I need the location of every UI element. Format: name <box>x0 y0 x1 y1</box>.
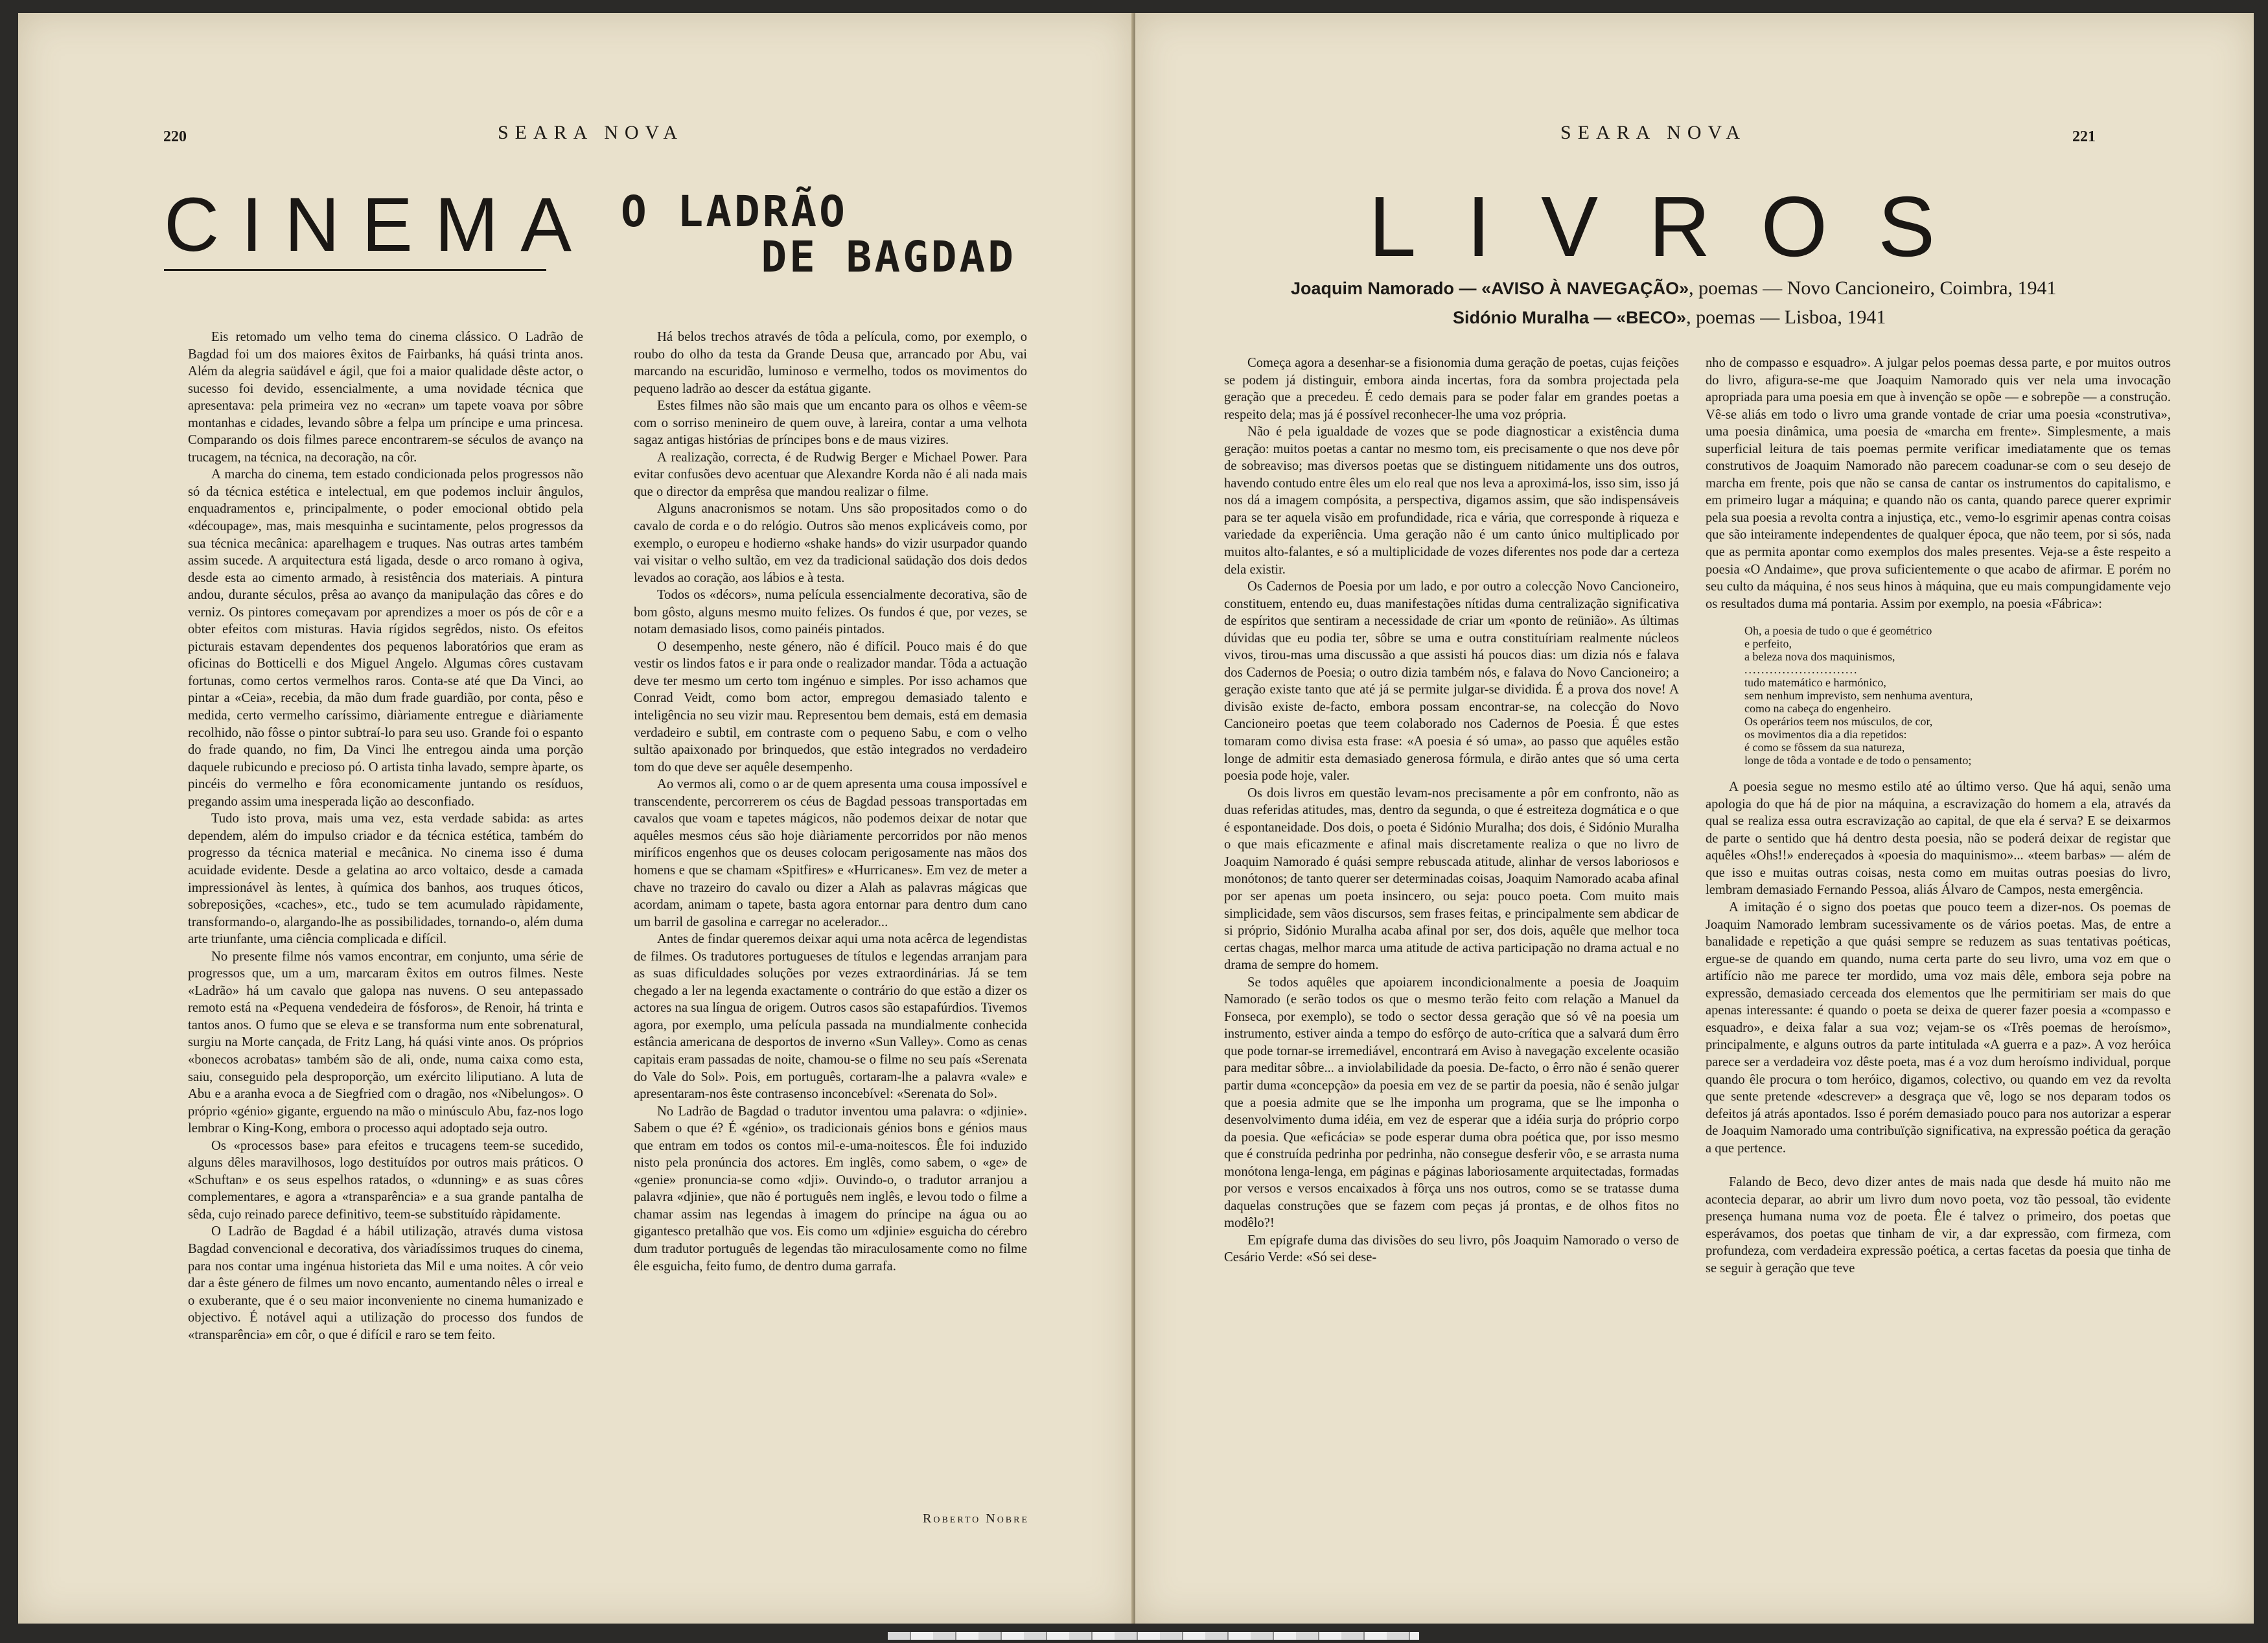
review-column-2 <box>1706 355 2171 1277</box>
paragraph: A poesia segue no mesmo estilo até ao último verso. Que há aqui, senão uma apologia do que há de pior na máquina, a escravização do homem a ela, através da qual se realiza essa outra escravização ao capital, de que ela é serva? E se deixarmos de parte o sentido que há dentro desta poesia, não se poderá deixar de registar que aquêles «Ohs!!» endereçados à «poesia do maquinismo»... «teem barbas» — além de que isso e muitas outras coisas, nesta como em muitas outras poesias do livro, lembram demasiado Fernando Pessoa, aliás Álvaro de Campos, nesta emergência. <box>1706 780 2171 898</box>
book-details: poemas — Lisboa, 1941 <box>1696 307 1886 328</box>
paragraph: Não é pela igualdade de vozes que se pode diagnosticar a existência duma geração: muitos poetas a cantar no mesmo tom, eis precisamente o que nos deve pôr de sobreaviso; mas diversos poetas que se distinguem nitidamente uns dos outros, havendo contudo entre êles um elo real que nos leva a aproximá-los, isso sim, isso já nos dá a imagem compósita, a perspectiva, digamos assim, que são indispensáveis para se ter aquela visão em profundidade, rica e vária, que corresponde à riqueza e variedade da experiência. Uma geração não é um canto único multiplicado por muitos alto-falantes, e só a multiplicidade de vozes diferentes nos pode dar a certeza dela existir. <box>1224 425 1679 577</box>
paragraph: A realização, correcta, é de Rudwig Berger e Michael Power. Para evitar confusões devo acentuar que Alexandre Korda não é ali nada mais que o director da emprêsa que mandou realizar o filme. <box>634 450 1027 499</box>
poem-line: e perfeito, <box>1744 637 1792 651</box>
right-page <box>1135 13 2254 1624</box>
paragraph: Os «processos base» para efeitos e trucagens teem-se sucedido, alguns dêles maravilhosos, logo destituídos por outros mais práticos. O «Schuftan» e os seus espelhos ratados, o «dunning» e as suas côres complementares, e agora a «transparência» e a sua grande pantalha de sêda, cujo reinado parece definitivo, teem-se substituído ràpidamente. <box>188 1138 583 1222</box>
poem-line: longe de tôda a vontade e de todo o pensamento; <box>1744 754 1972 767</box>
article-column-2 <box>634 329 1027 1275</box>
poem-line: ........................... <box>1744 663 1858 677</box>
article-title-line-2: DE BAGDAD <box>761 232 1016 282</box>
poem-line: como na cabeça do engenheiro. <box>1744 702 1892 716</box>
paragraph: Eis retomado um velho tema do cinema clássico. O Ladrão de Bagdad foi um dos maiores êxitos de Fairbanks, há quási trinta anos. Além da alegria saüdável e ágil, que foi a maior qualidade dêste actor, o sucesso foi devido, essencialmente, a uma novidade técnica que apresentava: pela primeira vez no «ecran» um tapete voava por sôbre montanhas e cidades, levando sôbre a felpa um príncipe e uma princesa. Comparando os dois filmes parece encontrarem-se séculos de avanço na trucagem, na técnica, na decoração, na côr. <box>188 330 583 465</box>
book-author: Joaquim Namorado <box>1291 279 1455 298</box>
poem-line: sem nenhum imprevisto, sem nenhuma aventura, <box>1744 689 1973 703</box>
paragraph: No presente filme nós vamos encontrar, em conjunto, uma série de progressos que, um a um, marcaram êxitos em outros filmes. Neste «Ladrão» há um cavalo que galopa nas nuvens. O seu antepassado remoto está na «Pequena vendedeira de fósforos», de Renoir, há trinta e tantos anos. O fumo que se eleva e se transforma num ente sobrenatural, surgiu na Morte cançada, de Fritz Lang, há quási vinte anos. Os próprios «bonecos acrobatas» também são de ali, onde, numa caixa como esta, saiu, conseguido pela desproporção, um exército liliputiano. A luta de Abu e a aranha evoca a de Siegfried com o dragão, nos «Nibelungos». O próprio «génio» gigante, erguendo na mão o minúsculo Abu, faz-nos logo lembrar o King-Kong, embora o processo aqui adoptado seja outro. <box>188 949 583 1136</box>
paragraph: Os Cadernos de Poesia por um lado, e por outro a colecção Novo Cancioneiro, constituem, entendo eu, duas manifestações nítidas duma centralização significativa de espíritos que sentiram a necessidade de criar um «ponto de reünião». As últimas dúvidas que eu podia ter, sôbre se uma e outra constituíriam realmente núcleos vivos, tirou-mas uma discussão a que assisti há poucos dias: um dizia nós e falava dos Cadernos de Poesia; o outro dizia também nós, e falava do Novo Cancioneiro; a geração existe tanto que até já se permite julgar-se dividida. É a prova dos nove! A divisão existe de-facto, embora possam encontrar-se, na colecção do Novo Cancioneiro poetas que teem colaborado nos Cadernos de Poesia. É que estes tomaram como divisa esta frase: «A poesia é só uma», ao passo que aquêles estão longe de admitir esta demasiado generosa fórmula, e dirão antes que só uma certa poesia pode hoje, valer. <box>1224 579 1679 784</box>
paragraph: No Ladrão de Bagdad o tradutor inventou uma palavra: o «djinie». Sabem o que é? É «génio», os tradicionais génios bons e génios maus que entram em todos os contos mil-e-uma-noitescos. Êle foi induzido nisto pela pronúncia dos actores. Em inglês, como sabem, o «ge» de «genie» pronuncia-se como «dji». Ouvindo-o, o tradutor arranjou a palavra «djinie», que não é português nem inglês, e levou todo o filme a chamar assim nas legendas à imagem do príncipe na água ou ao gigantesco pretalhão que vos. Eis como um «djinie» esguicha do cérebro dum tradutor português de legendas tão miraculosamente como no filme êle esguicha, feito fumo, de dentro duma garrafa. <box>634 1104 1027 1274</box>
article-title <box>621 189 1016 280</box>
paragraph: O desempenho, neste género, não é difícil. Pouco mais é do que vestir os lindos fatos e ir para onde o realizador mandar. Tôda a actuação deve ter mesmo um certo tom ingénuo e simples. Por isso achamos que Conrad Veidt, como bom actor, empregou demasiado talento e inteligência no seu vizir mau. Representou bem demais, está em demasia verdadeiro e subtil, em contraste com o pequeno Sabu, e com o velho sultão apaixonado por brinquedos, que estão integrados no verdadeiro tom do que deve ser aquêle desempenho. <box>634 639 1027 775</box>
paragraph: Ao vermos ali, como o ar de quem apresenta uma cousa impossível e transcendente, percorrerem os céus de Bagdad pessoas transportadas em cavalos que voam e tapetes mágicos, não podemos deixar de notar que aquêles mesmos céus são hoje diàriamente percorridos por não menos miríficos engenhos que os deuses colocam perigosamente nas mãos dos homens e que se chamam «Spitfires» e «Hurricanes». Em vez de meter a chave no trazeiro do cavalo ou dizer a Alah as palavras mágicas que acordam, animam o tapete, basta agora entornar para dentro dum cano um barril de gasolina e carregar no acelerador... <box>634 777 1027 929</box>
paragraph: O Ladrão de Bagdad é a hábil utilização, através duma vistosa Bagdad convencional e decorativa, dos vàriadíssimos truques do cinema, para nos contar uma ingénua historieta das Mil e uma noites. A côr veio dar a êste género de filmes um novo encanto, aumentando nêles o irreal e o exuberante, que é o seu maior inconveniente no cinema humanizado e objectivo. É notável aqui a utilização do processo dos fundos de «transparência» em côr, o que é difícil e raro se tem feito. <box>188 1224 583 1342</box>
book-author: Sidónio Muralha <box>1453 308 1590 327</box>
book-title: «BECO» <box>1616 308 1687 327</box>
paragraph: A imitação é o signo dos poetas que pouco teem a dizer-nos. Os poemas de Joaquim Namorado lembram sucessivamente os de vários poetas. Mas, de entre a banalidade e repetição a que quási sempre se reduzem as suas tentativas poéticas, ergue-se de quando em quando, numa certa parte do seu livro, uma voz em que o artifício não me parece ter mordido, uma voz mais dêle, embora seja pobre na expressão, demasiado cerceada dos elementos que lhe permitiriam ser mais do que apenas interessante: é quando o poeta se deixa de querer fazer poesia a «compasso e esquadro», e deixa falar a sua voz; vejam-se os «Três poemas de heroísmo», principalmente, e alguns outros da parte intitulada «A guerra e a paz». A voz heróica parece ser a verdadeira voz dêste poeta, mas é a voz dum heroísmo individual, porque quando êle procura o tom heróico, digamos, colectivo, ou quando em vez da revolta que sente pretende «descrever» a desgraça que vê, logo se nos deparam todos os defeitos já atrás apontados. Isso é porém demasiado pouco para nos autorizar a esperar de Joaquim Namorado uma contribuïção significativa, na expressão poética da geração a que pertence. <box>1706 900 2171 1156</box>
paragraph: A marcha do cinema, tem estado condicionada pelos progressos não só da técnica estética e intelectual, em que podemos incluir ângulos, enquadramentos e, principalmente, o poder emocional obtido pela «découpage», mas, mais mesquinha e sucintamente, pelos progressos da sua técnica mecânica: aparelhagem e truques. Nas outras artes também assim sucede. A arquitectura está ligada, desde o arco romano à ogiva, desde esta ao cimento armado, à resistência dos materiais. A pintura andou, durante séculos, prêsa ao avanço da manipulação das côres e do verniz. Os pintores começavam por aprendizes a moer os pós de côr e a obter efeitos com misturas. Havia rígidos segrêdos, nisto. Os efeitos picturais estavam dependentes dos pequenos laboratórios que eram as oficinas do Botticelli e dos Miguel Angelo. Algumas côres custavam fortunas, como certos vermelhos raros. Conta-se até que Da Vinci, ao pintar a «Ceia», recebia, da mão dum frade guardião, por conta, pêso e medida, certo vermelho caríssimo, diàriamente entregue e diàriamente recolhido, não fôsse o pintor subtraí-lo para seu uso. Grande foi o espanto do frade quando, no fim, Da Vinci lhe entregou ainda uma porção daquele rubicundo e precioso pó. O artista tinha lavado, sempre àparte, os pincéis do vermelho e fôra economicamente juntando os resíduos, pregando assim uma inesperada lição ao desconfiado. <box>188 467 583 809</box>
paragraph: Tudo isto prova, mais uma vez, esta verdade sabida: as artes dependem, além do impulso criador e da técnica estética, também do progresso da técnica material e mecânica. No cinema isso é duma acuidade evidente. Desde a gelatina ao arco voltaico, desde a camada impressionável às lentes, à química dos banhos, aos truques óticos, sobreposições, «caches», etc., tudo se tem acumulado ràpidamente, transformando-o, alargando-lhe as possibilidades, tornando-o, além duma arte triunfante, uma ciência complicada e difícil. <box>188 811 583 947</box>
section-title: CINEMA <box>164 182 594 268</box>
paragraph: Em epígrafe duma das divisões do seu livro, pôs Joaquim Namorado o verso de Cesário Verde: «Só sei dese- <box>1224 1233 1679 1265</box>
paragraph: nho de compasso e esquadro». A julgar pelos poemas dessa parte, e por muitos outros do livro, afigura-se-me que Joaquim Namorado quis ver nela uma invocação apropriada para uma poesia em que à invenção se opõe — e sobrepõe — a construção. Vê-se aliás em todo o livro uma grande vontade de criar uma poesia «construtiva», uma poesia dinâmica, uma poesia de «marcha em frente». Simplesmente, a mais superficial leitura de tais poemas permite verificar imediatamente que os temas construtivos de Joaquim Namorado não parecem coadunar-se com o seu desejo de marcha em frente, pois que não se cansa de cantar os instrumentos do capitalismo, e em primeiro lugar a máquina; e quando não os canta, quando parece querer exprimir pela sua poesia a revolta contra a injustiça, etc., vemo-lo esgrimir apenas contra coisas que são inteiramente independentes de qualquer época, que não teem, por si sós, nada que as permita apontar como exemplos dos males presentes. Veja-se a êste respeito a poesia «O Andaime», que prova suficientemente o que acabo de afirmar. E porém no seu culto da máquina, é nos seus hinos à máquina, que eu mais compungidamente vejo os resultados duma má pontaria. Assim por exemplo, na poesia «Fábrica»: <box>1706 356 2171 611</box>
article-title-line-1: O LADRÃO <box>621 187 848 237</box>
book-entry: Joaquim Namorado — «AVISO À NAVEGAÇÃO», poemas — Novo Cancioneiro, Coimbra, 1941 <box>1291 277 2057 299</box>
section-title: LIVROS <box>1369 179 1986 274</box>
poem-line: é como se fôssem da sua natureza, <box>1744 741 1905 754</box>
book-entry: Sidónio Muralha — «BECO», poemas — Lisboa, 1941 <box>1453 307 1886 328</box>
book-details: poemas — Novo Cancioneiro, Coimbra, 1941 <box>1698 277 2057 299</box>
poem-line: os movimentos dia a dia repetidos: <box>1744 728 1907 741</box>
running-head: SEARA NOVA <box>498 122 684 143</box>
article-column-1 <box>188 329 583 1344</box>
page-number: 220 <box>163 128 187 145</box>
paragraph: Os dois livros em questão levam-nos precisamente a pôr em confronto, não as duas referidas atitudes, mas, dentro da segunda, o que é estreiteza dogmática e o que é espontaneidade. Dos dois, o poeta é Sidónio Muralha; dos dois, é Sidónio Muralha o que mais eficazmente e afinal mais discretamente realiza o que no livro de Joaquim Namorado é quási sempre rebuscada atitude, alinhar de versos laboriosos e monótonos; de tanto querer ser determinadas coisas, Joaquim Namorado acaba afinal por ser apenas um poeta insincero, ou seja: pouco poeta. Com muito mais simplicidade, sem vãos discursos, sem frases feitas, e principalmente sem abdicar de si próprio, Sidónio Muralha acaba afinal por ser, dos dois, aquêle que melhor toca certas chagas, melhor marca uma atitude de activa participação no drama actual e no drama de sempre do homem. <box>1224 786 1679 973</box>
paragraph: Há belos trechos através de tôda a película, como, por exemplo, o roubo do olho da testa da Grande Deusa que, arrancado por Abu, vai marcando na escuridão, luminoso e vermelho, todos os movimentos do pequeno ladrão ao descer da estátua gigante. <box>634 330 1027 396</box>
author-signature: Roberto Nobre <box>923 1511 1030 1526</box>
review-column-1 <box>1224 355 1679 1266</box>
page-number: 221 <box>2072 128 2096 145</box>
book-title: «AVISO À NAVEGAÇÃO» <box>1481 279 1689 298</box>
paragraph: Se todos aquêles que apoiarem incondicionalmente a poesia de Joaquim Namorado (e serão todos os que o mesmo terão feito com relação a Manuel da Fonseca, por exemplo), se todo o sector dessa geração que só vê na poesia um instrumento, estiver ainda a tempo do esfôrço de auto-crítica que a salvará dum êrro que pode tornar-se irremediável, encontrará em Aviso à navegação excelente ocasião para meditar sôbre... a inviolabilidade da poesia. De-facto, o êrro não é senão querer partir duma «concepção» da poesia em vez de se partir da poesia, não é senão julgar que a poesia admite que se lhe imponha um programa, que se lhe imponha o desenvolvimento duma idéia, em vez de esperar que a idéia surja do próprio corpo da poesia. Que «eficácia» se pode esperar duma obra poética que, por isso mesmo que é construída pedrinha por pedrinha, não consegue desferir vôo, e se arrasta numa monótona lenga-lenga, em páginas e páginas laboriosamente arquitectadas, formadas por versos e versos encaixados à fôrça uns nos outros, como se se tratasse duma daquelas construções que se fazem com peças já prontas, e de olhos fitos no modêlo?! <box>1224 975 1679 1231</box>
paragraph: Estes filmes não são mais que um encanto para os olhos e vêem-se com o sorriso menineiro de quem ouve, à lareira, contar a uma velhota sagaz antigas histórias de príncipes bons e de maus vizires. <box>634 399 1027 448</box>
poem-line: Os operários teem nos músculos, de cor, <box>1744 715 1933 728</box>
poem-line: Oh, a poesia de tudo o que é geométrico <box>1744 624 1932 638</box>
paragraph: Falando de Beco, devo dizer antes de mais nada que desde há muito não me acontecia deparar, ao abrir um livro dum novo poeta, voz tão pessoal, tão evidente presença humana numa voz de poeta. Êle é talvez o primeiro, dos poetas que esperávamos, dos poetas que tinham de vir, a dar expressão, com firmeza, com profundeza, com verdadeira expressão poética, a certas facetas da poesia que tinha de se seguir à geração que teve <box>1706 1175 2171 1276</box>
poem-line: a beleza nova dos maquinismos, <box>1744 650 1895 664</box>
paragraph: Antes de findar queremos deixar aqui uma nota acêrca de legendistas de filmes. Os tradutores portugueses de títulos e legendas arranjam para as suas dificuldades soluções por vezes extraordinárias. Já se tem chegado a ler na legenda exactamente o contrário do que estão a dizer os actores na sua língua de origem. Outros casos são estapafúrdios. Tivemos agora, por exemplo, uma película passada na mundialmente conhecida estância americana de desportos de inverno «Sun Valley». Como as cenas capitais eram passadas de noite, chamou-se o filme no seu país «Serenata do Vale do Sol». Pois, em português, cortaram-lhe a palavra «vale» e apresentaram-nos êste contrasenso inconcebível: «Serenata do Sol». <box>634 932 1027 1102</box>
paragraph: Começa agora a desenhar-se a fisionomia duma geração de poetas, cujas feições se podem já distinguir, embora ainda incertas, fora da sombra projectada pela geração que a precedeu. É cedo demais para se poder falar em grandes poetas a respeito dela; mas já é possível reconhecer-lhe uma voz própria. <box>1224 356 1679 422</box>
paragraph: Todos os «décors», numa película essencialmente decorativa, são de bom gôsto, alguns mesmo muito felizes. Os fundos é que, por vezes, se notam demasiado lisos, como painéis pintados. <box>634 588 1027 637</box>
title-underline <box>164 269 546 271</box>
poem-quotation <box>1706 624 2171 767</box>
scanner-calibration-strip <box>888 1632 1419 1640</box>
poem-line: tudo matemático e harmónico, <box>1744 676 1886 690</box>
running-head: SEARA NOVA <box>1560 122 1746 143</box>
paragraph: Alguns anacronismos se notam. Uns são propositados como o do cavalo de corda e o do relógio. Outros são menos explicáveis como, por exemplo, o europeu e hodierno «shake hands» do vizir usurpador quando vai visitar o velho sultão, em vez da tradicional saüdação dos dois dedos levados ao coração, aos lábios e à testa. <box>634 502 1027 585</box>
left-page <box>18 13 1133 1624</box>
